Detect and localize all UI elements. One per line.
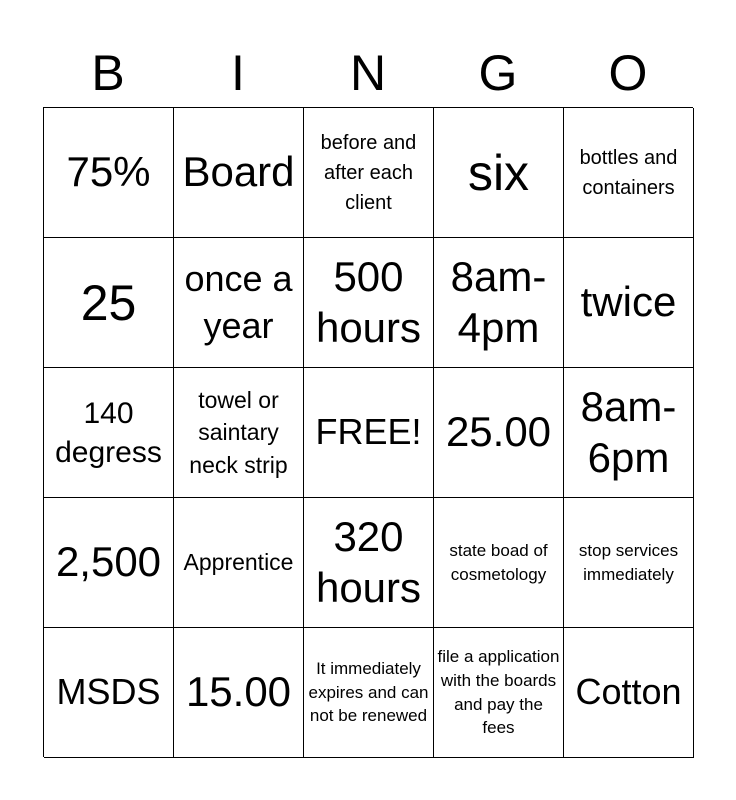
cell-text: 500 hours xyxy=(315,253,422,351)
cell-text: FREE! xyxy=(315,411,422,453)
cell-text: 2,500 xyxy=(55,538,162,586)
bingo-cell[interactable] xyxy=(174,498,304,628)
cell-text: Board xyxy=(182,148,295,196)
cell-text: MSDS xyxy=(56,671,161,713)
bingo-cell[interactable] xyxy=(304,238,434,368)
header-letter-n: N xyxy=(349,45,387,101)
cell-text: twice xyxy=(580,278,677,326)
bingo-cell[interactable] xyxy=(44,628,174,758)
header-letter-i: I xyxy=(231,45,245,101)
header-letter-b: B xyxy=(91,45,125,101)
header-letter-g: G xyxy=(478,45,518,101)
cell-text: stop services immediately xyxy=(578,540,679,584)
cell-text: Cotton xyxy=(575,671,682,713)
bingo-cell[interactable] xyxy=(174,238,304,368)
cell-text: before and after each client xyxy=(320,131,417,214)
cell-text: 25 xyxy=(80,274,137,331)
bingo-cell[interactable] xyxy=(304,628,434,758)
bingo-cell[interactable] xyxy=(44,238,174,368)
bingo-cell[interactable] xyxy=(44,498,174,628)
bingo-cell[interactable] xyxy=(174,628,304,758)
bingo-cell[interactable] xyxy=(44,368,174,498)
cell-text: 140 degress xyxy=(55,396,162,469)
cell-text: six xyxy=(467,144,530,201)
bingo-cell[interactable] xyxy=(564,498,694,628)
bingo-cell[interactable] xyxy=(304,498,434,628)
bingo-cell[interactable] xyxy=(44,108,174,238)
bingo-cell[interactable] xyxy=(564,628,694,758)
header-letter-o: O xyxy=(608,45,648,101)
bingo-cell[interactable] xyxy=(304,368,434,498)
cell-text: 8am-4pm xyxy=(450,253,547,351)
bingo-cell[interactable] xyxy=(564,108,694,238)
bingo-cell[interactable] xyxy=(434,108,564,238)
bingo-cell[interactable] xyxy=(434,628,564,758)
bingo-cell[interactable] xyxy=(174,368,304,498)
bingo-board xyxy=(43,107,693,757)
bingo-cell[interactable] xyxy=(564,238,694,368)
cell-text: 25.00 xyxy=(445,408,552,456)
bingo-cell[interactable] xyxy=(304,108,434,238)
cell-text: 15.00 xyxy=(185,668,292,716)
bingo-cell[interactable] xyxy=(434,238,564,368)
bingo-cell[interactable] xyxy=(564,368,694,498)
bingo-cell[interactable] xyxy=(434,368,564,498)
cell-text: 8am-6pm xyxy=(580,383,677,481)
cell-text: Apprentice xyxy=(183,549,294,576)
bingo-cell[interactable] xyxy=(174,108,304,238)
cell-text: state boad of cosmetology xyxy=(449,540,548,584)
bingo-cell[interactable] xyxy=(434,498,564,628)
cell-text: It immediately expires and can not be renewed xyxy=(308,658,429,726)
cell-text: bottles and containers xyxy=(579,146,678,199)
cell-text: once a year xyxy=(184,257,293,346)
bingo-header xyxy=(43,40,693,106)
cell-text: towel or saintary neck strip xyxy=(189,387,288,478)
cell-text: 75% xyxy=(66,148,151,196)
cell-text: file a application with the boards and pay the fees xyxy=(437,646,560,738)
cell-text: 320 hours xyxy=(315,513,422,611)
